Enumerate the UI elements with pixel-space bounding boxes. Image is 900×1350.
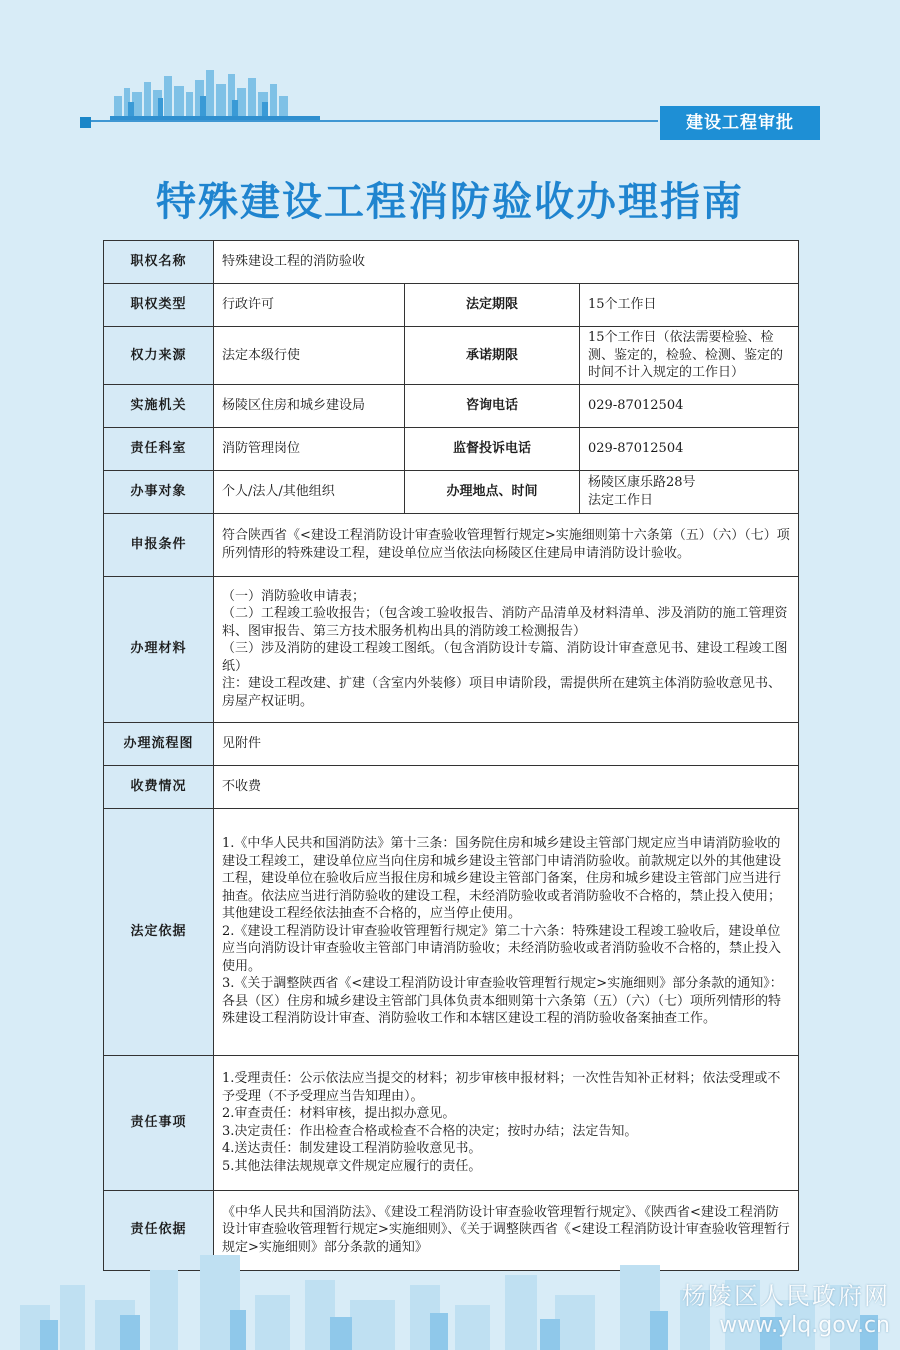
row-label-source: 权力来源 <box>104 327 214 385</box>
row-value-type: 行政许可 <box>214 284 405 327</box>
duty-item: 2.审查责任：材料审核，提出拟办意见。 <box>222 1106 456 1121</box>
row-value-flow: 见附件 <box>214 722 799 765</box>
row-value-phone: 029-87012504 <box>580 384 799 427</box>
row-label-complaint: 监督投诉电话 <box>405 427 580 470</box>
guide-table <box>103 240 799 1271</box>
row-label-target: 办事对象 <box>104 470 214 513</box>
row-value-name: 特殊建设工程的消防验收 <box>214 241 799 284</box>
skyline-top-illustration <box>110 62 320 120</box>
row-label-deadline: 法定期限 <box>405 284 580 327</box>
row-label-condition: 申报条件 <box>104 513 214 576</box>
row-value-materials <box>214 576 799 722</box>
row-label-duty-basis: 责任依据 <box>104 1190 214 1270</box>
table-row <box>104 241 799 284</box>
watermark-site-name: 杨陵区人民政府网 <box>682 1282 890 1310</box>
row-value-fee: 不收费 <box>214 765 799 808</box>
row-label-flow: 办理流程图 <box>104 722 214 765</box>
row-label-name: 职权名称 <box>104 241 214 284</box>
header-divider-line <box>88 120 658 122</box>
duty-item: 3.决定责任：作出检查合格或检查不合格的决定；按时办结；法定告知。 <box>222 1123 638 1139</box>
row-label-place: 办理地点、时间 <box>405 470 580 513</box>
row-value-dept: 消防管理岗位 <box>214 427 405 470</box>
row-value-duty-basis: 《中华人民共和国消防法》、《建设工程消防设计审查验收管理暂行规定》、《陕西省<建设工程消防设计审查验收管理暂行规定>实施细则》、《关于调整陕西省《<建设工程消防设计审查验收管理暂行规定>实施细则》部分条款的通知》 <box>214 1190 799 1270</box>
place-line-2: 法定工作日 <box>588 492 654 508</box>
basis-item: 1.《中华人民共和国消防法》第十三条：国务院住房和城乡建设主管部门规定应当申请消防验收的建设工程竣工，建设单位应当向住房和城乡建设主管部门申请消防验收。前款规定以外的其他建设工程，建设单位在验收后应当报住房和城乡建设主管部门备案，住房和城乡建设主管部门应当进行抽查。依法应当进行消防验收的建设工程，未经消防验收或者消防验收不合格的，禁止投入使用；其他建设工程经依法抽查不合格的，应当停止使用。 <box>222 836 782 922</box>
table-row <box>104 513 799 576</box>
material-item: （三）涉及消防的建设工程竣工图纸。（包含消防设计专篇、消防设计审查意见书、建设工程竣工图纸） <box>222 641 788 674</box>
row-label-agency: 实施机关 <box>104 384 214 427</box>
material-item: （一）消防验收申请表； <box>222 588 366 604</box>
table-row <box>104 808 799 1055</box>
row-label-phone: 咨询电话 <box>405 384 580 427</box>
row-label-promise: 承诺期限 <box>405 327 580 385</box>
place-line-1: 杨陵区康乐路28号 <box>588 475 696 490</box>
row-label-fee: 收费情况 <box>104 765 214 808</box>
table-row <box>104 722 799 765</box>
row-value-target: 个人/法人/其他组织 <box>214 470 405 513</box>
material-item: 注：建设工程改建、扩建（含室内外装修）项目申请阶段，需提供所在建筑主体消防验收意见书、房屋产权证明。 <box>222 676 782 709</box>
table-row <box>104 284 799 327</box>
row-value-duty <box>214 1055 799 1190</box>
header-square-marker <box>80 117 91 128</box>
row-label-materials: 办理材料 <box>104 576 214 722</box>
row-label-basis: 法定依据 <box>104 808 214 1055</box>
table-row <box>104 427 799 470</box>
row-value-basis <box>214 808 799 1055</box>
table-row <box>104 470 799 513</box>
row-value-promise: 15个工作日（依法需要检验、检测、鉴定的，检验、检测、鉴定的时间不计入规定的工作日） <box>580 327 799 385</box>
table-row <box>104 327 799 385</box>
row-value-source: 法定本级行使 <box>214 327 405 385</box>
site-watermark <box>682 1276 890 1338</box>
watermark-url: www.ylq.gov.cn <box>719 1313 890 1338</box>
material-item: （二）工程竣工验收报告；（包含竣工验收报告、消防产品清单及材料清单、涉及消防的施工管理资料、图审报告、第三方技术服务机构出具的消防竣工检测报告） <box>222 606 788 639</box>
duty-item: 4.送达责任：制发建设工程消防验收意见书。 <box>222 1141 482 1156</box>
row-value-agency: 杨陵区住房和城乡建设局 <box>214 384 405 427</box>
row-label-dept: 责任科室 <box>104 427 214 470</box>
duty-item: 5.其他法律法规规章文件规定应履行的责任。 <box>222 1158 482 1174</box>
row-value-complaint: 029-87012504 <box>580 427 799 470</box>
category-tag: 建设工程审批 <box>660 106 820 140</box>
row-value-condition: 符合陕西省《<建设工程消防设计审查验收管理暂行规定>实施细则第十六条第（五）（六）（七）项所列情形的特殊建设工程，建设单位应当依法向杨陵区住建局申请消防设计验收。 <box>214 513 799 576</box>
basis-item: 3.《关于調整陕西省《<建设工程消防设计审查验收管理暂行规定>实施细则》部分条款的通知》：各县（区）住房和城乡建设主管部门具体负责本细则第十六条第（五）（六）（七）项所列情形的特殊建设工程消防设计审查、消防验收工作和本辖区建设工程的消防验收备案抽查工作。 <box>222 976 783 1027</box>
row-value-place <box>580 470 799 513</box>
page-title: 特殊建设工程消防验收办理指南 <box>156 179 744 225</box>
row-value-deadline: 15个工作日 <box>580 284 799 327</box>
row-label-duty: 责任事项 <box>104 1055 214 1190</box>
table-row <box>104 384 799 427</box>
duty-item: 1.受理责任：公示依法应当提交的材料；初步审核申报材料；一次性告知补正材料；依法受理或不予受理（不予受理应当告知理由）。 <box>222 1071 781 1104</box>
table-row <box>104 765 799 808</box>
row-label-type: 职权类型 <box>104 284 214 327</box>
table-row <box>104 576 799 722</box>
table-row <box>104 1055 799 1190</box>
basis-item: 2.《建设工程消防设计审查验收管理暂行规定》第二十六条：特殊建设工程竣工验收后，建设单位应当向消防设计审查验收主管部门申请消防验收；未经消防验收或者消防验收不合格的，禁止投入使用。 <box>222 923 782 974</box>
